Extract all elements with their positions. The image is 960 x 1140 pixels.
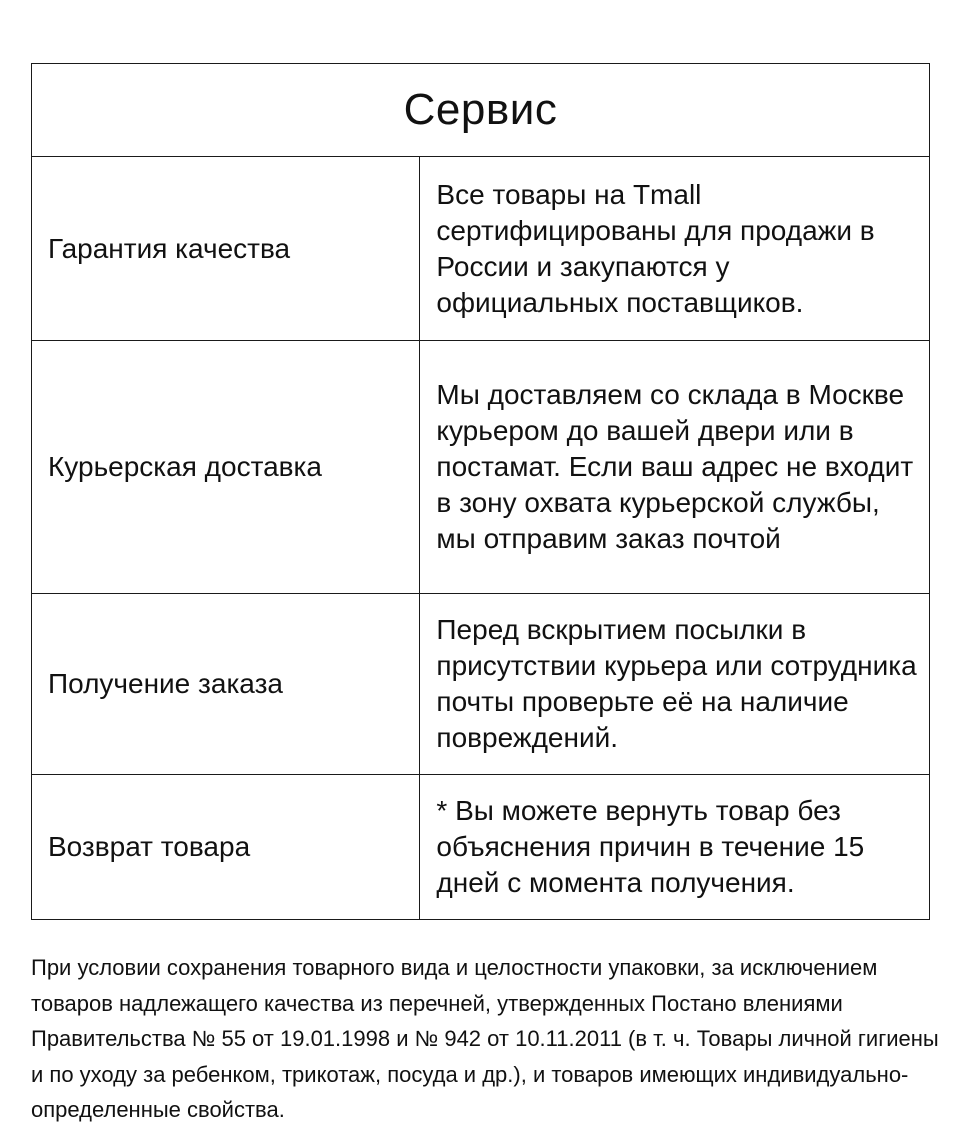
table-row-product-return: [32, 775, 930, 920]
row-description: Перед вскрытием посылки в присутствии курьера или сотрудника почты проверьте её на наличие повреждений.: [420, 594, 930, 775]
table-title: Сервис: [32, 64, 930, 157]
row-description: Мы доставляем со склада в Москве курьером до вашей двери или в постамат. Если ваш адрес не входит в зону охвата курьерской службы, мы отправим заказ почтой: [420, 341, 930, 594]
row-label: Курьерская доставка: [32, 341, 420, 594]
row-label: Получение заказа: [32, 594, 420, 775]
table-header-row: [32, 64, 930, 157]
service-table: [31, 63, 930, 920]
row-label: Возврат товара: [32, 775, 420, 920]
table-row-order-receipt: [32, 594, 930, 775]
return-conditions-footnote: При условии сохранения товарного вида и целостности упаковки, за исключением товаров надлежащего качества из перечней, утвержденных Постано влениями Правительства № 55 от 19.01.1998 и № 942 от 10.11.2011 (в т. ч. Товары личной гигиены и по уходу за ребенком, трикотаж, посуда и др.), и товаров имеющих индивидуально-определенные свойства.: [31, 955, 939, 1122]
row-description: * Вы можете вернуть товар без объяснения причин в течение 15 дней с момента получения.: [420, 775, 930, 920]
table-row-courier-delivery: [32, 341, 930, 594]
row-description: Все товары на Tmall сертифицированы для продажи в России и закупаются у официальных поставщиков.: [420, 157, 930, 341]
table-row-quality-guarantee: [32, 157, 930, 341]
row-label: Гарантия качества: [32, 157, 420, 341]
